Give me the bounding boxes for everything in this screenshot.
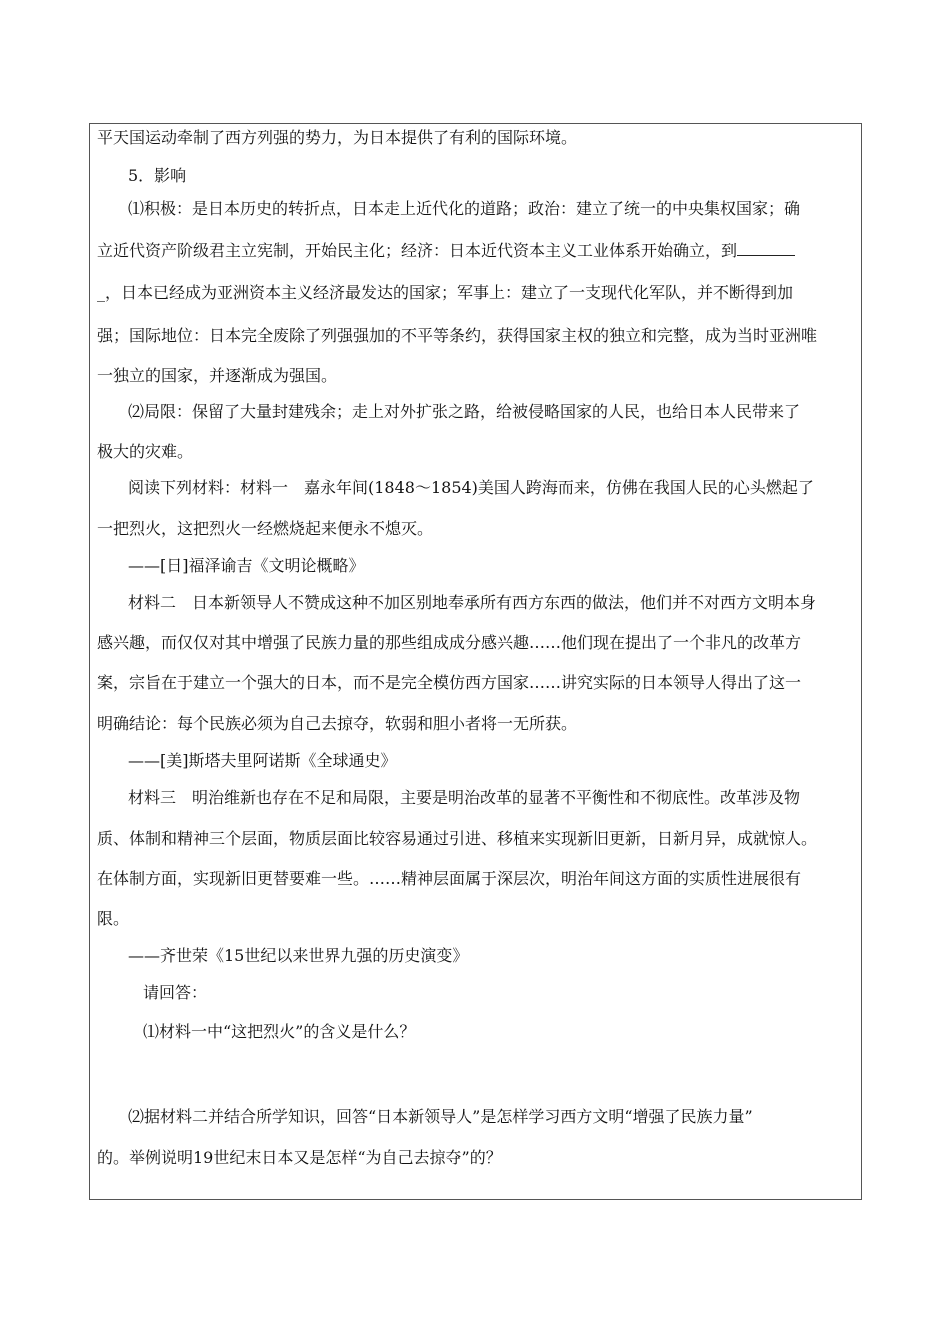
fill-in-blank <box>737 241 795 256</box>
question-1: ⑴材料一中“这把烈火”的含义是什么？ <box>143 1022 416 1041</box>
text-line: 材料二 日本新领导人不赞成这种不加区别地奉承所有西方东西的做法，他们并不对西方文明本身 <box>128 593 817 612</box>
citation: ——齐世荣《15世纪以来世界九强的历史演变》 <box>128 946 469 965</box>
text-line: 限。 <box>97 909 130 928</box>
text-line: 材料三 明治维新也存在不足和局限，主要是明治改革的显著不平衡性和不彻底性。改革涉及物 <box>128 788 801 807</box>
section-heading: 5．影响 <box>128 166 187 185</box>
text-span: 立近代资产阶级君主立宪制，开始民主化；经济：日本近代资本主义工业体系开始确立，到 <box>97 241 738 260</box>
text-line: 明确结论：每个民族必须为自己去掠夺，软弱和胆小者将一无所获。 <box>97 714 578 733</box>
text-line: 的。举例说明19世纪末日本又是怎样“为自己去掠夺”的？ <box>97 1148 502 1167</box>
text-line: 强；国际地位：日本完全废除了列强强加的不平等条约，获得国家主权的独立和完整，成为当时亚洲唯 <box>97 326 818 345</box>
question-2: ⑵据材料二并结合所学知识，回答“日本新领导人”是怎样学习西方文明“增强了民族力量” <box>128 1107 753 1126</box>
citation: ——[美]斯塔夫里阿诺斯《全球通史》 <box>128 751 397 770</box>
text-line: 极大的灾难。 <box>97 442 194 461</box>
question-prompt: 请回答： <box>143 983 208 1002</box>
text-line: ⑵局限：保留了大量封建残余；走上对外扩张之路，给被侵略国家的人民，也给日本人民带来了 <box>128 402 801 421</box>
text-line <box>97 241 795 261</box>
text-line: 阅读下列材料：材料一 嘉永年间(1848～1854)美国人跨海而来，仿佛在我国人民的心头燃起了 <box>128 478 814 497</box>
text-line: _，日本已经成为亚洲资本主义经济最发达的国家；军事上：建立了一支现代化军队，并不断得到加 <box>97 283 794 302</box>
text-line: 在体制方面，实现新旧更替要难一些。……精神层面属于深层次，明治年间这方面的实质性进展很有 <box>97 869 802 888</box>
text-line: 质、体制和精神三个层面，物质层面比较容易通过引进、移植来实现新旧更新，日新月异，成就惊人。 <box>97 829 818 848</box>
text-line: 一独立的国家，并逐渐成为强国。 <box>97 366 338 385</box>
text-line: ⑴积极：是日本历史的转折点，日本走上近代化的道路；政治：建立了统一的中央集权国家；确 <box>128 199 801 218</box>
text-line: 案，宗旨在于建立一个强大的日本，而不是完全模仿西方国家……讲究实际的日本领导人得出了这一 <box>97 673 802 692</box>
text-line: 感兴趣，而仅仅对其中增强了民族力量的那些组成成分感兴趣……他们现在提出了一个非凡的改革方 <box>97 633 802 652</box>
citation: ——[日]福泽谕吉《文明论概略》 <box>128 556 365 575</box>
text-line: 平天国运动牵制了西方列强的势力，为日本提供了有利的国际环境。 <box>97 128 578 147</box>
text-line: 一把烈火，这把烈火一经燃烧起来便永不熄灭。 <box>97 519 434 538</box>
